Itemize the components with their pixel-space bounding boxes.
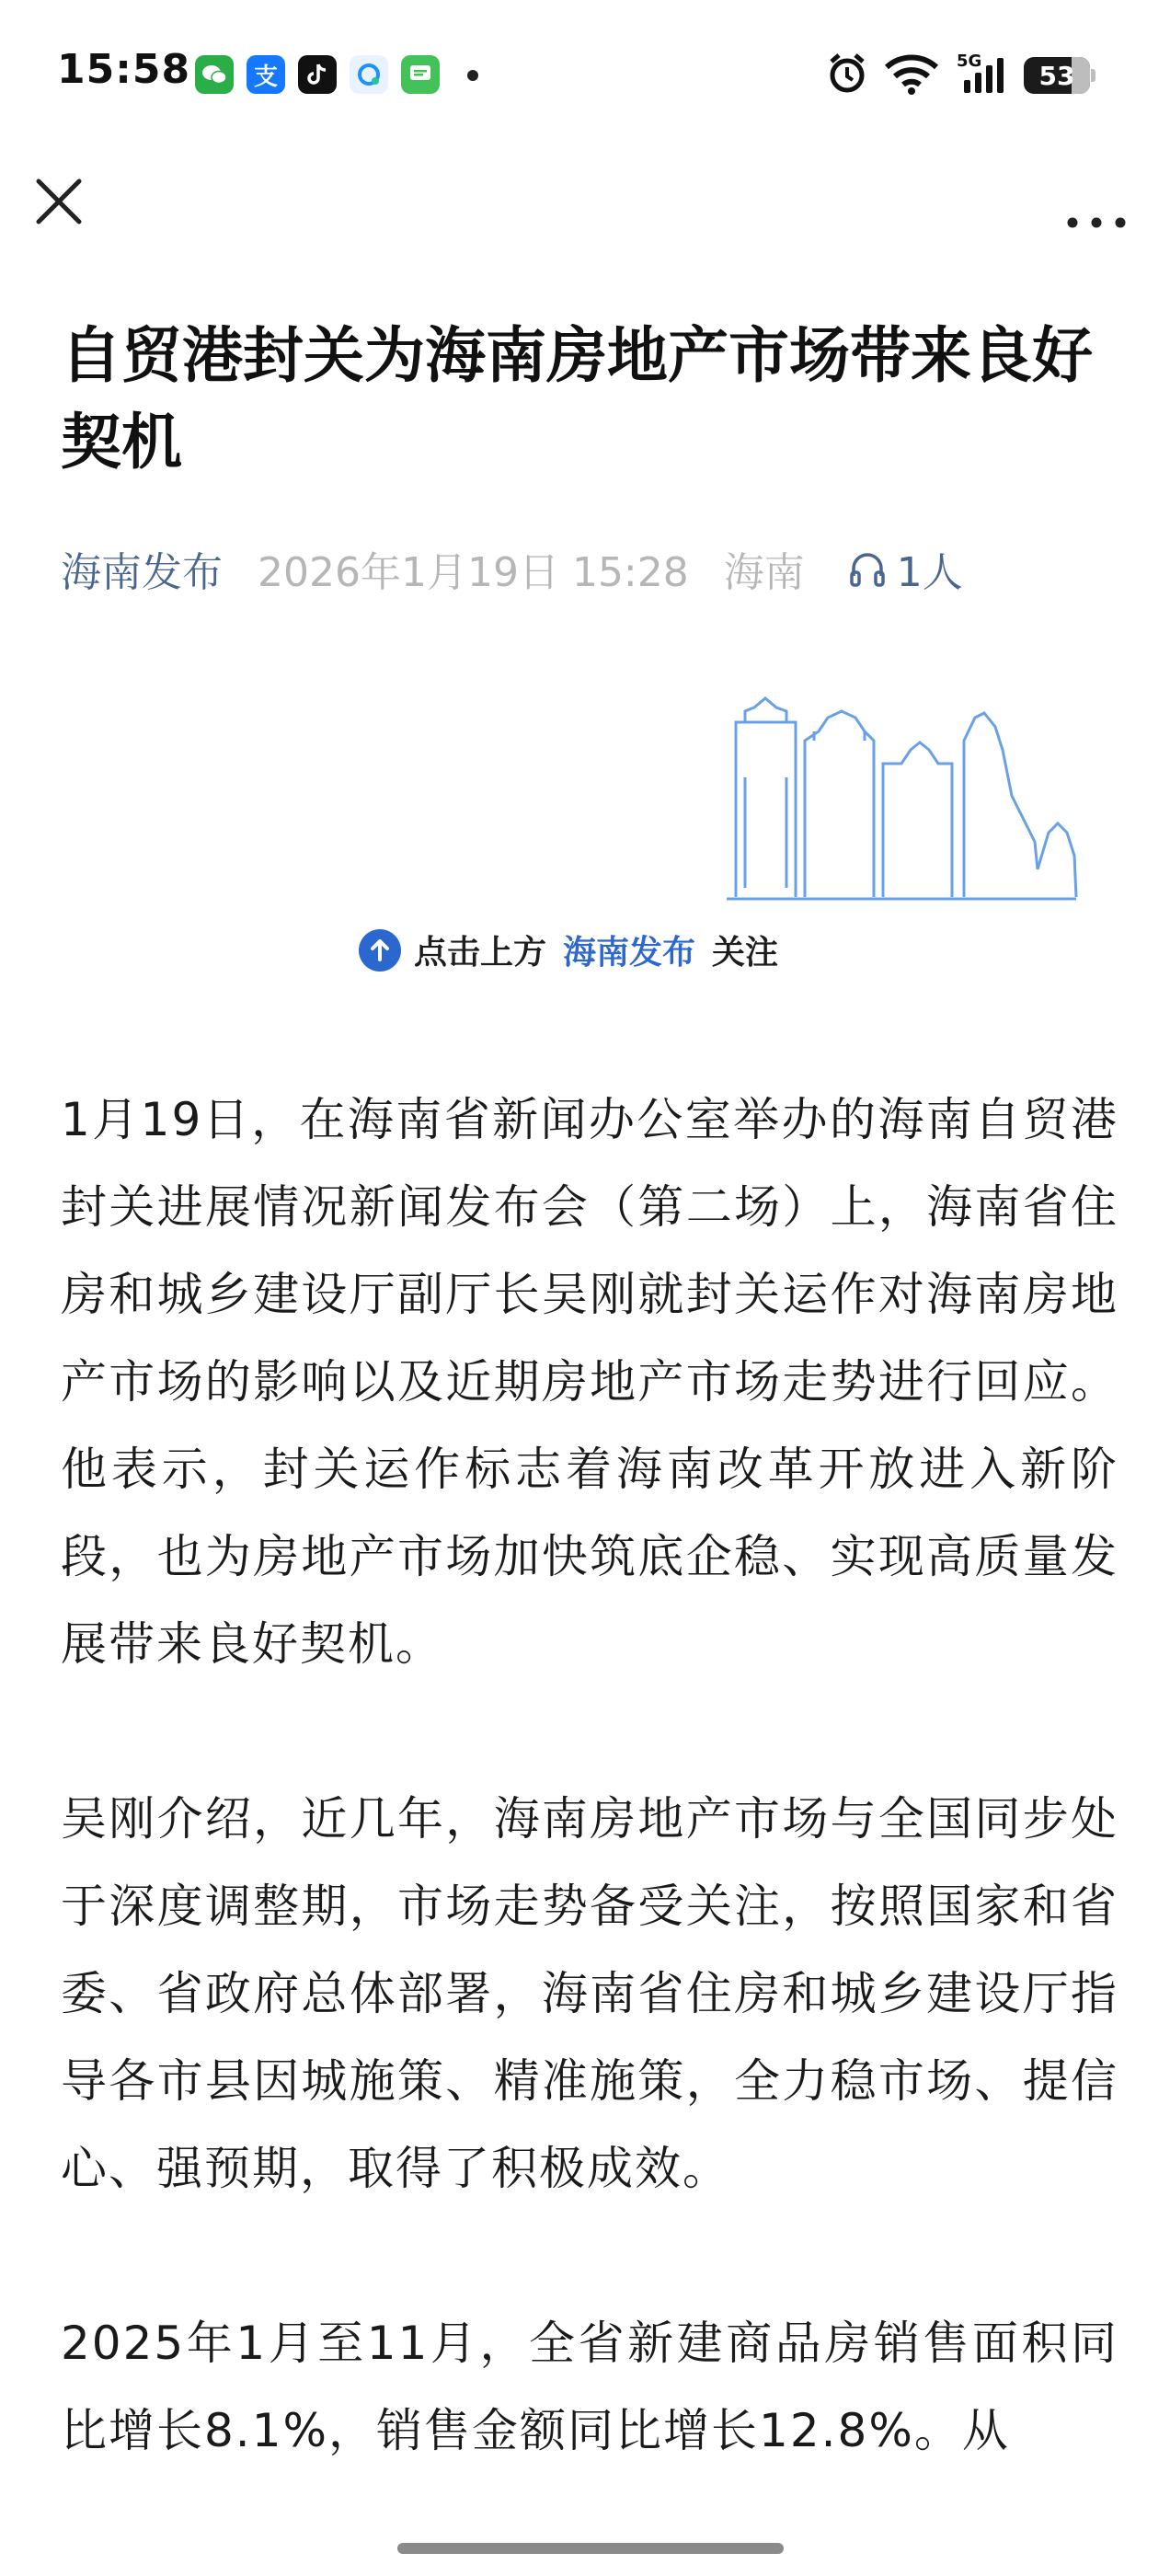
battery-indicator: [1024, 57, 1090, 94]
publish-date: 2026年1月19日 15:28: [258, 549, 689, 596]
status-time: 15:58: [57, 46, 191, 93]
follow-prefix: 点击上方: [414, 934, 547, 972]
tiktok-icon: [298, 55, 337, 94]
account-name-link[interactable]: 海南发布: [61, 549, 223, 596]
article-body: [61, 1076, 1118, 2562]
headphones-icon: [847, 548, 888, 589]
battery-level: 53: [1038, 60, 1075, 91]
notification-dot: [467, 70, 478, 81]
wechat-icon: [195, 55, 234, 94]
follow-prompt[interactable]: [359, 926, 778, 973]
listen-button[interactable]: [847, 539, 963, 598]
alipay-icon: [247, 55, 285, 94]
more-dots-icon: [1060, 172, 1133, 231]
top-nav: [0, 152, 1170, 253]
more-button[interactable]: [1060, 172, 1133, 231]
alipay-glyph: 支: [253, 63, 278, 91]
status-bar: [0, 0, 1170, 152]
signal-icon: [957, 51, 1012, 97]
home-indicator[interactable]: [397, 2543, 784, 2554]
qq-browser-icon: [350, 55, 388, 94]
alarm-icon: [826, 51, 868, 97]
close-icon: [29, 172, 88, 231]
close-button[interactable]: [29, 172, 88, 231]
paragraph: 2025年1月至11月，全省新建商品房销售面积同比增长8.1%，销售金额同比增长12.8%。从: [61, 2317, 1118, 2457]
paragraph: 1月19日，在海南省新闻办公室举办的海南自贸港封关进展情况新闻发布会（第二场）上，海南省住房和城乡建设厅副厅长吴刚就封关运作对海南房地产市场的影响以及近期房地产市场走势进行回应。他表示，封关运作标志着海南改革开放进入新阶段，也为房地产市场加快筑底企稳、实现高质量发展带来良好契机。: [61, 1093, 1118, 1671]
network-type: 5G: [957, 52, 982, 71]
arrow-up-icon: [359, 929, 401, 972]
follow-brand: 海南发布: [563, 934, 696, 972]
listener-count: 1人: [896, 549, 963, 596]
follow-suffix: 关注: [712, 934, 779, 972]
region-label: 海南: [723, 549, 805, 596]
article-meta: [61, 541, 963, 596]
article-title: 自贸港封关为海南房地产市场带来良好契机: [61, 320, 1093, 477]
messages-icon: [401, 55, 440, 94]
wifi-icon: [883, 51, 940, 97]
paragraph: 吴刚介绍，近几年，海南房地产市场与全国同步处于深度调整期，市场走势备受关注，按照国家和省委、省政府总体部署，海南省住房和城乡建设厅指导各市县因城施策、精准施策，全力稳市场、提信心、强预期，取得了积极成效。: [61, 1792, 1118, 2195]
